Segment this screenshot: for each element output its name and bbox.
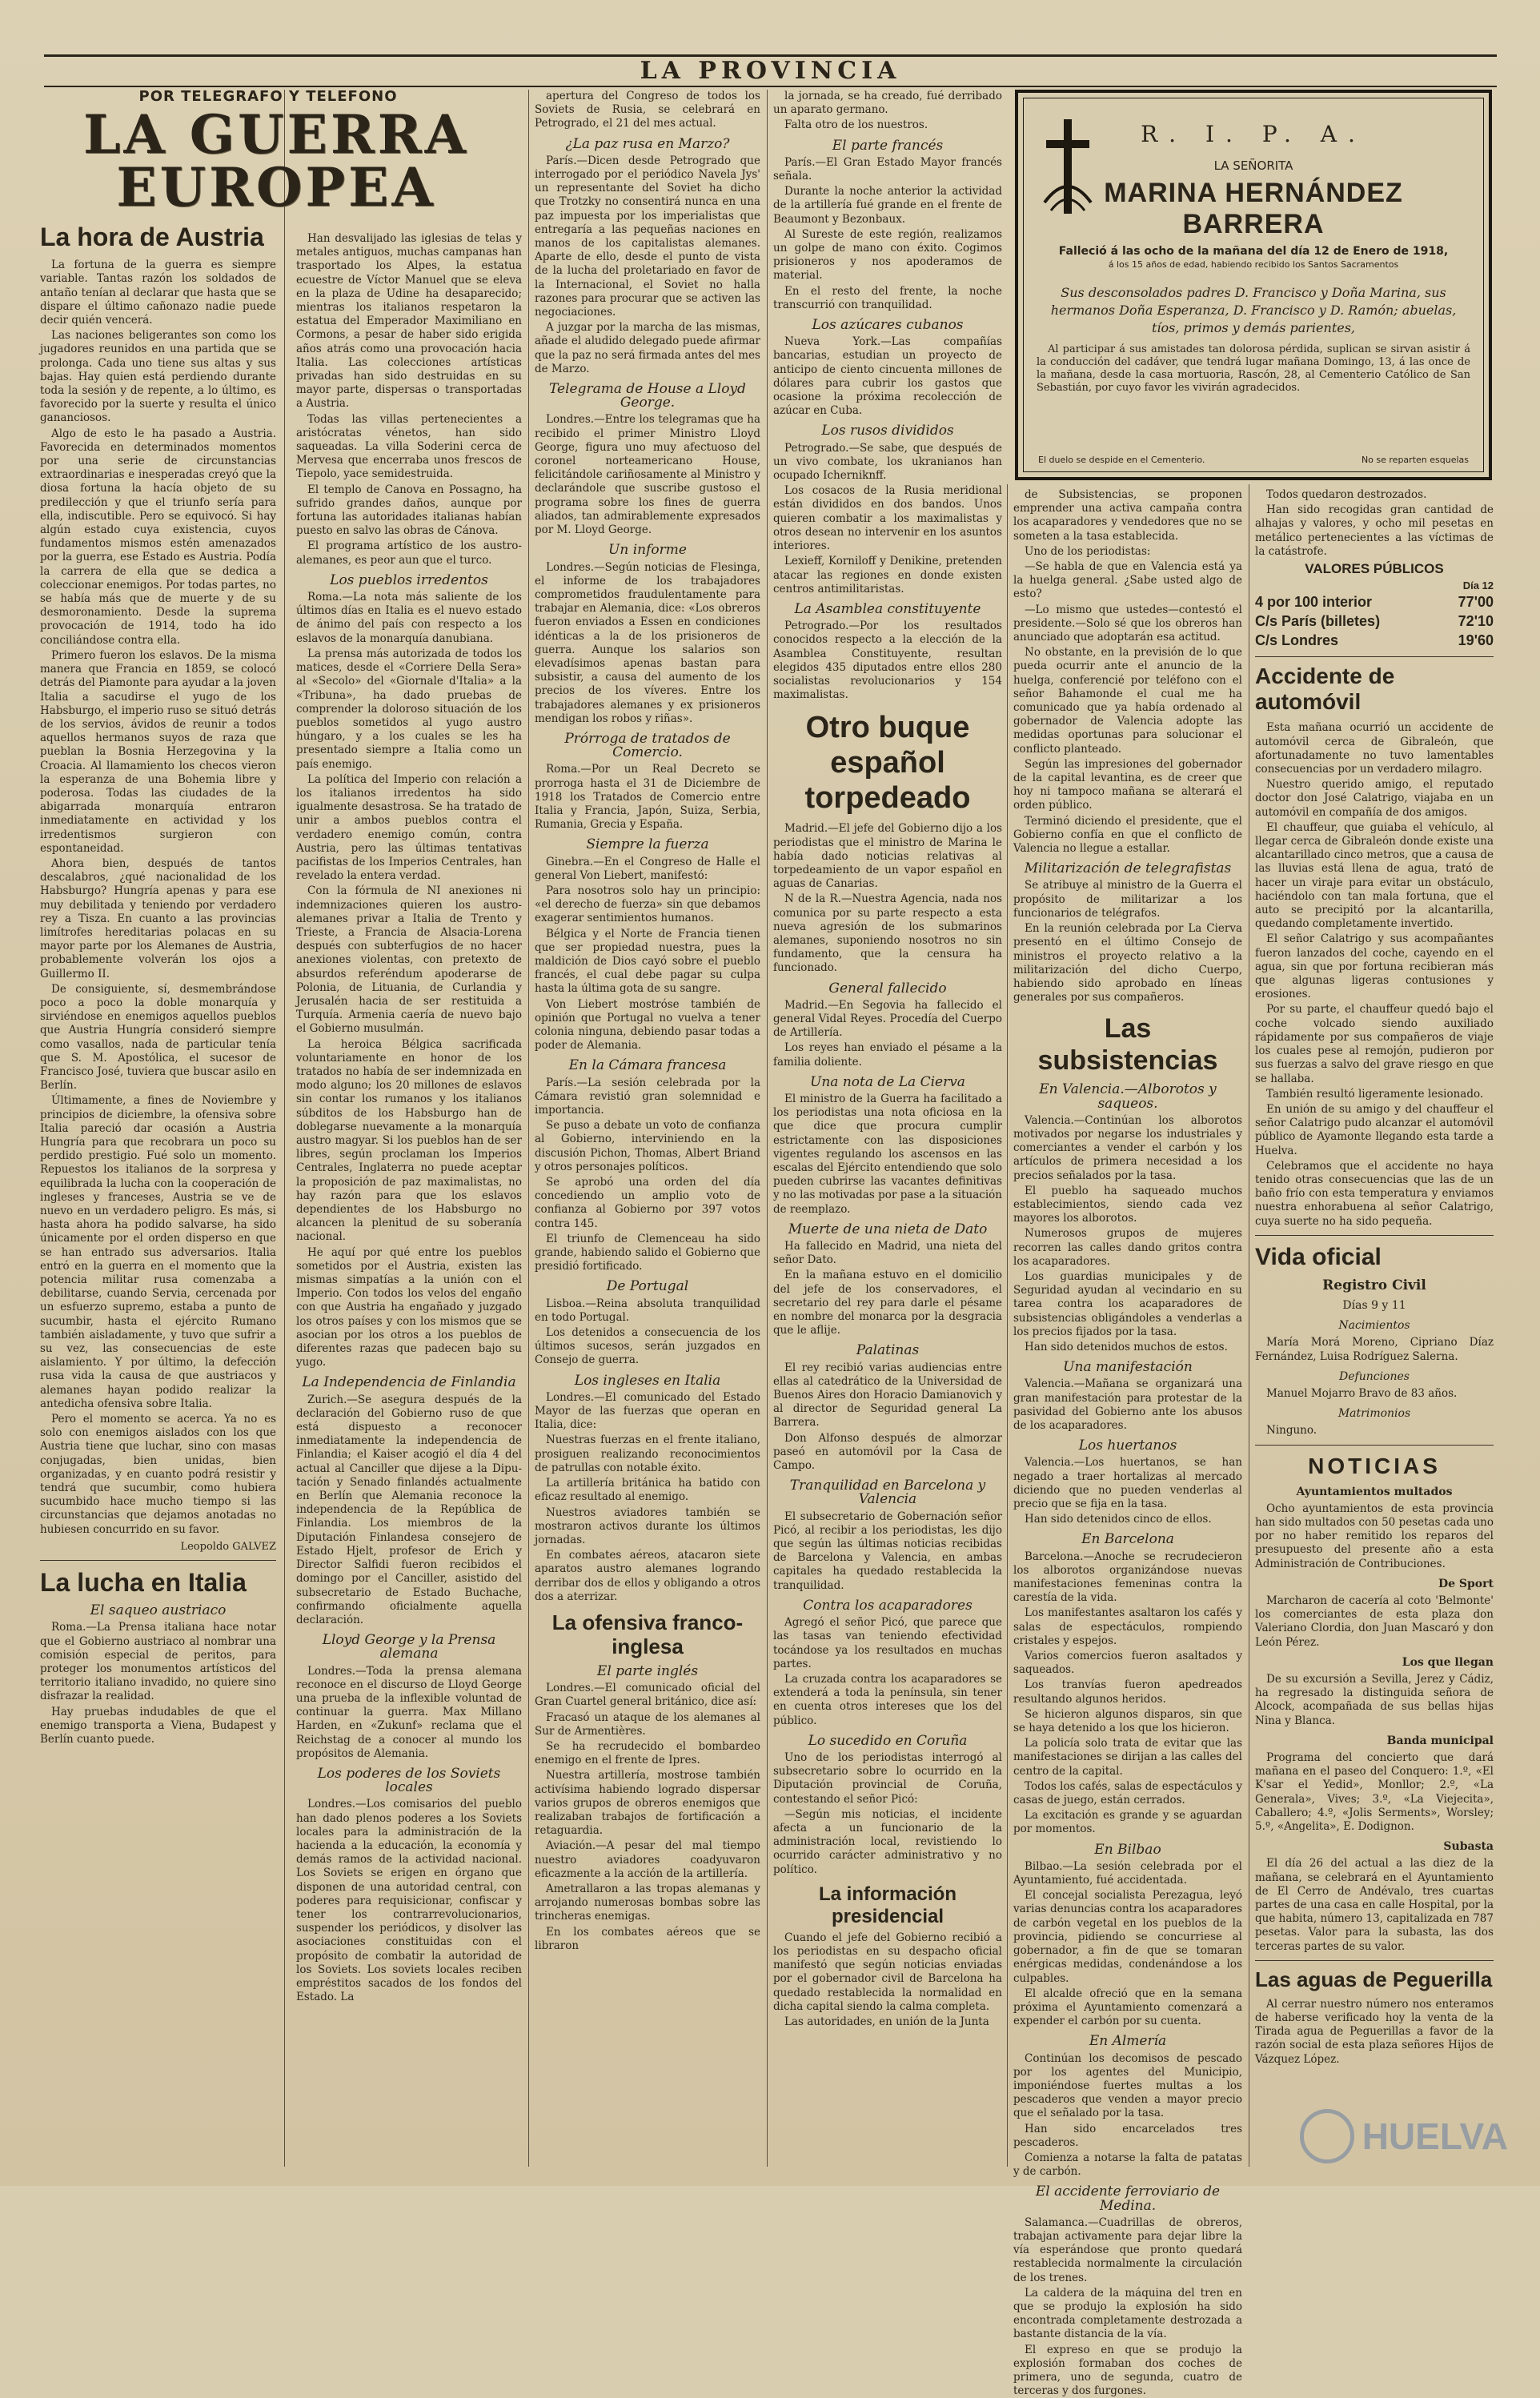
paragraph: Valencia.—Los huertanos, se han negado a traer hortalizas al mercado diciendo que no pueden venderlas al precio que se fija en la tasa. xyxy=(1013,1456,1242,1510)
subheading: Lloyd George y la Prensa alemana xyxy=(322,1632,496,1662)
subheading: Días 9 y 11 xyxy=(1342,1298,1406,1312)
paragraph: Marcharon de cacería al coto 'Belmonte' los comerciantes de esta plaza don Valeriano Clordia, don Juan Mascaró y don León Pérez. xyxy=(1255,1594,1494,1649)
paragraph: Fracasó un ataque de los alemanes al Sur de Armentières. xyxy=(535,1710,760,1738)
subheading: Los huertanos xyxy=(1078,1438,1177,1454)
paragraph: Londres.—El comunicado oficial del Gran Cuartel general británico, dice así: xyxy=(535,1682,760,1709)
paragraph: Ninguno. xyxy=(1266,1424,1317,1438)
paragraph: Programa del concierto que dará mañana en el paseo del Conquero: 1.º, «El K'sar el Yedid», Monllor; 2.º, «La Generala», Vives; 3.º, «La Viejecita», Caballero; 4.º, «Jolis Serments», Worsley; 5.º, «Angelita», E. Dodignon. xyxy=(1255,1751,1494,1834)
paragraph: Han sido detenidos cinco de ellos. xyxy=(1025,1513,1212,1526)
subheading: Militarización de telegrafistas xyxy=(1024,860,1232,877)
paragraph: A juzgar por la marcha de las mismas, añade el aludido delegado puede afirmar que la paz no será firmada antes del mes de Marzo. xyxy=(535,321,760,375)
divider xyxy=(1255,656,1494,657)
paragraph: La artillería británica ha batido con eficaz resultado al enemigo. xyxy=(535,1477,760,1504)
paragraph: Valencia.—Mañana se organizará una gran manifestación para protestar de la pasividad del Gobierno ante los abusos de los acaparadores. xyxy=(1013,1377,1242,1432)
paragraph: El subsecretario de Gobernación señor Picó, al recibir a los periodistas, les dijo que según las últimas noticias recibidas de Barcelona y Valencia, en ambas capitales ha quedado restablecida la tranquilidad. xyxy=(773,1510,1002,1592)
obituary-foot-right: No se reparten esquelas xyxy=(1361,455,1469,465)
paragraph: Los detenidos a consecuencia de los últimos sucesos, serán juzgados en Consejo de guerra. xyxy=(535,1326,760,1367)
article-title: Vida oficial xyxy=(1255,1243,1382,1270)
paragraph: Han sido detenidos muchos de estos. xyxy=(1025,1340,1228,1353)
subheading: El saqueo austriaco xyxy=(90,1602,227,1619)
obituary-body: Al participar á sus amistades tan dolorosa pérdida, suplican se sirvan asistir á la conducción del cadáver, que tendrá lugar mañana Domingo, 13, á las once de la mañana, desde la casa mortuoria, Rascón, 28, al Cementerio Católico de San Sebastián, por cuyo favor les vivirán agradecidos. xyxy=(1037,343,1470,394)
paragraph: Nuestras fuerzas en el frente italiano, prosiguen realizando reconocimientos de patrullas con notable éxito. xyxy=(535,1434,760,1474)
subheading: El parte francés xyxy=(832,137,944,154)
paragraph: Roma.—La nota más saliente de los últimos días en Italia es el nuevo estado de ánimo del país con respecto a los eslavos de la monarquía danubiana. xyxy=(296,591,522,645)
paragraph: Manuel Mojarro Bravo de 83 años. xyxy=(1266,1386,1458,1400)
valores-label: C/s París (billetes) xyxy=(1255,613,1381,630)
valores-label: C/s Londres xyxy=(1255,632,1339,649)
subheading: Matrimonios xyxy=(1337,1407,1411,1421)
subheading: General fallecido xyxy=(828,980,947,996)
article-title: Accidente de automóvil xyxy=(1255,664,1395,715)
paragraph: Nueva York.—Las compañías bancarias, estudian un proyecto de anticipo de ciento cincuenta millones de dólares para cubrir los gastos que ocasione la próxima recolección de azúcar en Cuba. xyxy=(773,335,1002,418)
paragraph: Londres.—Toda la prensa alemana reconoce en el discurso de Lloyd George una prueba de la inflexible voluntad de continuar la guerra. Max Millano Harden, en «Zukunf» reclama que el Reichstag de a conocer al mundo los propósitos de Alemania. xyxy=(296,1664,522,1760)
paragraph: Hay pruebas indudables de que el enemigo transporta a Viena, Budapest y Berlín cuanto puede. xyxy=(40,1705,276,1746)
subheading: Ayuntamientos multados xyxy=(1296,1485,1453,1498)
subheading: Tranquilidad en Barcelona y Valencia xyxy=(789,1478,986,1508)
subheading: La Independencia de Finlandia xyxy=(302,1374,516,1391)
subheading: Una nota de La Cierva xyxy=(810,1073,965,1090)
paragraph: Se aprobó una orden del día concediendo un amplio voto de confianza al Gobierno por 397 votos contra 145. xyxy=(535,1176,760,1230)
paragraph: Londres.—Entre los telegramas que ha recibido el primer Ministro Lloyd George, figura uno muy afectuoso del coronel norteamericano House, felicitándole cariñosamente al Ministro y declarándole que suscribe gustoso el programa sobre los fines de guerra aliados, tan admirablemente expresados por M. Lloyd George. xyxy=(535,413,760,537)
subheading: Muerte de una nieta de Dato xyxy=(788,1221,988,1237)
paragraph: Varios comercios fueron asaltados y saqueados. xyxy=(1013,1650,1242,1677)
paragraph: El expreso en que se produjo la explosión formaban dos coches de primera, uno de segunda, cuatro de terceras y dos furgones. xyxy=(1013,2343,1242,2398)
paragraph: Valencia.—Continúan los alborotos motivados por negarse los industriales y comerciantes a vender el carbón y los artículos de primera necesidad a los precios señalados por la tasa. xyxy=(1013,1113,1242,1182)
paragraph: París.—El Gran Estado Mayor francés señala. xyxy=(773,155,1002,183)
subheading-large: La información presidencial xyxy=(818,1883,957,1927)
paragraph: La heroica Bélgica sacrificada voluntariamente en honor de los tratados no había de ser indemnizada en modo alguno; los 20 millones de eslavos sin contar los rumanos y los italianos súbditos de los Habsburgo han de doblegarse nuevamente a la monarquía austro magyar. Si los pueblos han de ser libres, según proclaman los Imperios Centrales, Inglaterra no puede aceptar la proposición de paz maximalistas, no hay razón para que los eslavos dependientes de los Habsburgo no alcancen la plenitud de su soberanía nacional. xyxy=(296,1037,522,1244)
subheading: Los pueblos irredentos xyxy=(330,571,488,588)
paragraph: Londres.—Según noticias de Flesinga, el informe de los trabajadores comprometidos fraudulentamente para trabajar en Alemania, dice: «Los obreros fueron enviados a Essen en condiciones idénticas a la de los prisioneros de guerra. Aunque los salarios son elevadísimos apenas bastan para subsistir, a causa del aumento de los precios de los víveres. Entre los trabajadores alemanes y ex prisioneros mendigan los robos y riñas». xyxy=(535,560,760,725)
headline xyxy=(40,103,512,219)
subheading: Palatinas xyxy=(856,1342,920,1359)
paragraph: También resultó ligeramente lesionado. xyxy=(1266,1087,1484,1101)
paragraph: apertura del Congreso de todos los Soviets de Rusia, se celebrará en Petrogrado, el 21 del mes actual. xyxy=(535,90,760,130)
subheading: Defunciones xyxy=(1339,1369,1410,1383)
column-6 xyxy=(1255,488,1494,2161)
paragraph: Para nosotros solo hay un principio: «el derecho de fuerza» sin que debamos exagerar sentimientos humanos. xyxy=(535,884,760,925)
paragraph: N de la R.—Nuestra Agencia, nada nos comunica por su parte respecto a esta nueva agresión de los submarinos alemanes, suponiendo nosotros no sin fundamento, que la censura ha funcionado. xyxy=(773,892,1002,975)
seal-icon xyxy=(1300,2109,1354,2163)
paragraph: Por su parte, el chauffeur quedó bajo el coche volcado siendo auxiliado rápidamente por sus compañeros de viaje los cuales pese al remojón, pudieron por sus fuerzas a salvo del grave riesgo en que se hallaba. xyxy=(1255,1003,1494,1085)
subheading: Nacimientos xyxy=(1338,1319,1410,1333)
valores-row xyxy=(1255,612,1494,631)
paragraph: Londres.—Los comisarios del pueblo han dado plenos poderes a los Soviets locales para la administración de la hacienda a la educación, la economía y demás ramos de la actividad nacional. Los Soviets se erigen en órgano que disponen de una autoridad central, con poderes para requisicionar, confiscar y tener los contrarrevolucionarios, suspender los periódicos, y disolver las asociaciones constituidas con el propósito de combatir la autoridad de los Soviets. Los soviets locales reciben empréstitos sacados de los fondos del Estado. La xyxy=(296,1798,522,2004)
paragraph: de Subsistencias, se proponen emprender una activa campaña contra los acaparadores y vendedores que no se someten a la tasa establecida. xyxy=(1013,488,1242,543)
valores-row xyxy=(1255,592,1494,612)
paragraph: Falta otro de los nuestros. xyxy=(784,118,928,132)
paragraph: Se ha recrudecido el bombardeo enemigo en el frente de Ipres. xyxy=(535,1739,760,1767)
obituary-name: MARINA HERNÁNDEZ BARRERA xyxy=(1104,178,1403,239)
paragraph: Se hicieron algunos disparos, sin que se haya detenido a los que los hicieron. xyxy=(1013,1707,1242,1735)
paragraph: El rey recibió varias audiencias entre ellas al catedrático de la Universidad de Buenos Aires don Horacio Damianovich y al director de Seguridad general La Barrera. xyxy=(773,1361,1002,1430)
subheading: Un informe xyxy=(608,542,687,559)
paragraph: Von Liebert mostróse también de opinión que Portugal no vuelva a tener colonia ninguna, debiendo pasar todas a poder de Alemania. xyxy=(535,997,760,1053)
paragraph: Los cosacos de la Rusia meridional están divididos en dos bandos. Unos quieren combatir a los maximalistas y otros desean no intervenir en los asuntos interiores. xyxy=(773,484,1002,553)
paragraph: Durante la noche anterior la actividad de la artillería fué grande en el frente de Beaumont y Bezonbaux. xyxy=(773,185,1002,226)
paragraph: Han desvalijado las iglesias de telas y metales antiguos, muchas campanas han trasportado los Alpes, la estatua ecuestre de Víctor Manuel que se eleva en la plaza de Udine ha desaparecido; mientras los italianos respetaron la estatua del Emperador Maximiliano en Cormons, a pesar de haber sido erigida años atrás como una provocación hacia Italia. Las colecciones artísticas privadas han sido destruidas en su mayor parte, dispersas o transportadas a Austria. xyxy=(296,232,522,411)
paragraph: María Morá Moreno, Cipriano Díaz Fernández, Luisa Rodríguez Salerna. xyxy=(1255,1336,1494,1363)
paragraph: En la reunión celebrada por La Cierva presentó en el último Consejo de ministros el proyecto relativo a la militarización del dicho Cuerpo, habiendo sido aprobado en líneas generales por sus compañeros. xyxy=(1013,922,1242,1005)
paragraph: Según las impresiones del gobernador de la capital levantina, es de creer que hoy ni tampoco mañana se alterará el orden público. xyxy=(1013,757,1242,812)
subheading: Los rusos divididos xyxy=(821,423,954,439)
obituary-date: Falleció á las ocho de la mañana del día 12 de Enero de 1918, xyxy=(1058,245,1449,258)
paragraph: No obstante, en la previsión de lo que pueda ocurrir ante el anuncio de la huelga, conferencié por teléfono con el señor Bahamonde el cual me ha comunicado que ya había ordenado al gobernador de Valencia adopte las medidas oportunas para solucionar el conflicto planteado. xyxy=(1013,646,1242,756)
valores-title: VALORES PÚBLICOS xyxy=(1305,561,1444,577)
paragraph: En unión de su amigo y del chauffeur el señor Calatrigo pudo alcanzar el automóvil público de Ayamonte llegando esta tarde a Huelva. xyxy=(1255,1102,1494,1157)
paragraph: París.—La sesión celebrada por la Cámara revistió gran solemnidad e importancia. xyxy=(535,1076,760,1117)
headline-line-1: LA GUERRA xyxy=(83,103,469,166)
paragraph: La policía solo trata de evitar que las manifestaciones se dirijan a las calles del centro de la capital. xyxy=(1013,1737,1242,1778)
author-signature: Leopoldo GALVEZ xyxy=(180,1540,276,1553)
masthead xyxy=(44,54,1497,87)
paragraph: La prensa más autorizada de todos los matices, desde el «Corriere Della Sera» al «Secolo» del «Giornale d'Italia» a la «Tribuna», ha dado pruebas de comprender la doloroso situación de los pueblos sometidos al yugo austro húngaro, y a los cuales se les ha presentado siempre a Italia como un país enemigo. xyxy=(296,647,522,771)
archive-watermark xyxy=(1300,2109,1508,2163)
paragraph: Últimamente, a fines de Noviembre y principios de diciembre, la ofensiva sobre Italia pareció dar ocasión a Austria Hungría para que recobrara un poco su perdido prestigio. Fué solo un momento. Repuestos los italianos de la sorpresa y equilibrada la lucha con la cooperación de ingleses y franceses, Austria se ve de nuevo en un verdadero peligro. Es más, si hasta ahora ha podido salvarse, ha sido únicamente por el orden disperso en que se han entrado sus adversarios. Italia entró en la guerra en el momento que la potencia militar rusa comenzaba a debilitarse, cuando Servia, cercenada por un esfuerzo supremo, estaba a punto de sucumbir, hasta el ejército Rumano también aisladamente, y tuvo que sufrir a su vez, las consecuencias de este aislamiento. Y por último, la defección rusa vida la causa de que austriacos y alemanes hayan podido realizar la antedicha ofensiva sobre Italia. xyxy=(40,1094,276,1410)
paragraph: Han sido encarcelados tres pescaderos. xyxy=(1013,2122,1242,2149)
paragraph: Petrogrado.—Se sabe, que después de un vivo combate, los ukranianos han ocupado Icherniknff. xyxy=(773,441,1002,483)
article-title: Las aguas de Peguerilla xyxy=(1255,1967,1493,1991)
paragraph: Don Alfonso después de almorzar paseó en automóvil por la Casa de Campo. xyxy=(773,1431,1002,1473)
paragraph: El templo de Canova en Possagno, ha sufrido grandes daños, aunque por fortuna las autoridades italianas habían puesto en salvo las obras de Cánova. xyxy=(296,483,522,538)
section-label: POR TELEGRAFO Y TELEFONO xyxy=(138,88,398,105)
paragraph: Bilbao.—La sesión celebrada por el Ayuntamiento, fué accidentada. xyxy=(1013,1859,1242,1887)
paragraph: En la mañana estuvo en el domicilio del jefe de los conservadores, el secretario del rey para darle el pésame en nombre del monarca por la desgracia que le aflije. xyxy=(773,1269,1002,1337)
paragraph: La política del Imperio con relación a los italianos irredentos ha sido igualmente desastrosa. Se ha tratado de unir a ambos pueblos contra el verdadero enemigo común, contra Austria, pero las últimas tentativas pacifistas de los Imperios Centrales, han revelado la entera verdad. xyxy=(296,772,522,883)
paragraph: Con la fórmula de NI anexiones ni indemnizaciones quieren los austro-alemanes privar a Italia de Trento y Trieste, a Francia de Alsacia-Lorena después con subterfugios de no hacer anexiones violentas, con pretexto de absurdos referéndum apoderarse de Polonia, de Lituania, de Curlandia y Jerusalén hacia de ser restituida a Turquía. Armenia caería de nuevo bajo el Gobierno musulmán. xyxy=(296,884,522,1036)
paragraph: Ocho ayuntamientos de esta provincia han sido multados con 50 pesetas cada uno por no haber remitido los reparos del presupuesto del presente año a esta Administración de Contribuciones. xyxy=(1255,1502,1494,1570)
subheading: De Portugal xyxy=(606,1278,689,1295)
column-2 xyxy=(296,232,522,2161)
paragraph: Nuestra artillería, mostrose también activísima habiendo logrado dispersar varios grupos de obreros enemigos que realizaban trabajos de fortificación a retaguardia. xyxy=(535,1769,760,1838)
paragraph: —Según mis noticias, el incidente afecta a un funcionario de la administración local, revistiendo lo ocurrido carácter administrativo y no político. xyxy=(773,1807,1002,1876)
subheading-large: La ofensiva franco-inglesa xyxy=(551,1610,744,1658)
paragraph: Roma.—Por un Real Decreto se prorroga hasta el 31 de Diciembre de 1918 los Tratados de Comercio entre Italia y Francia, Japón, Suiza, Serbia, Rumania, Grecia y España. xyxy=(535,763,760,832)
paragraph: Lisboa.—Reina absoluta tranquilidad en todo Portugal. xyxy=(535,1297,760,1324)
paragraph: Ginebra.—En el Congreso de Halle el general Von Liebert, manifestó: xyxy=(535,855,760,882)
paragraph: Nuestros aviadores también se mostraron activos durante los últimos jornadas. xyxy=(535,1506,760,1546)
paragraph: Continúan los decomisos de pescado por los agentes del Municipio, imponiéndose fuertes multas a los pescaderos que venden a mayor precio que el señalado por la tasa. xyxy=(1013,2051,1242,2120)
column-rule xyxy=(767,90,768,2167)
paragraph: Todas las villas pertenecientes a aristócratas vénetos, han sido saqueadas. La villa Soderini cerca de Mervesa que encerraba unos frescos de Tiepolo, yace semidestruida. xyxy=(296,412,522,481)
paragraph: Nuestro querido amigo, el reputado doctor don José Calatrigo, viajaba en un automóvil en compañía de dos amigos. xyxy=(1255,778,1494,819)
subheading: Una manifestación xyxy=(1063,1359,1193,1376)
watermark-text: HUELVA xyxy=(1362,2115,1508,2157)
paragraph: Todos quedaron destrozados. xyxy=(1266,488,1427,501)
paragraph: El chauffeur, que guiaba el vehículo, al llegar cerca de Gibraleón donde existe una alcantarillado cinco metros, que a causa de las lluvias está llena de agua, trató de hacer un viraje para evitar un obstáculo, haciéndolo con tan mala fortuna, que el auto se precipitó por la alcantarilla, quedando completamente invertido. xyxy=(1255,820,1494,931)
paragraph: Agregó el señor Picó, que parece que las tasas van teniendo efectividad tocándose ya los resultados en muchas partes. xyxy=(773,1616,1002,1670)
paragraph: Los manifestantes asaltaron los cafés y salas de espectáculos, rompiendo cristales y espejos. xyxy=(1013,1606,1242,1647)
paragraph: Celebramos que el accidente no haya tenido otras consecuencias que las de un baño frío con esta temperatura y enviamos nuestra enhorabuena al señor Calatrigo, cuya suerte no ha sido pequeña. xyxy=(1255,1159,1494,1228)
paragraph: Ha fallecido en Madrid, una nieta del señor Dato. xyxy=(773,1240,1002,1267)
divider xyxy=(1255,1235,1494,1236)
valores-label: 4 por 100 interior xyxy=(1255,594,1373,611)
subheading: Los azúcares cubanos xyxy=(812,317,964,334)
paragraph: Se puso a debate un voto de confianza al Gobierno, interviniendo en la discusión Pichon, Thomas, Albert Briand y otros personajes políticos. xyxy=(535,1119,760,1173)
paragraph: Ahora bien, después de tantos descalabros, ¿qué nacionalidad de los Habsburgo? Hungría apenas y para ese muy debilitada y teniendo por verdadero rey a Tisza. En cuanto a las provincias limítrofes hereditarias polacas en su mayor parte por los Alemanes de Austria, probablemente volverán los ojos a Guillermo II. xyxy=(40,856,276,980)
paragraph: Algo de esto le ha pasado a Austria. Favorecida en determinados momentos por una serie de circunstancias extraordinarias e inesperadas creyó que la diosa fortuna la hacía objeto de su predilección y que el triunfo sería para ella, indiscutible. Pero se equivocó. Si hay algún estado cuya existencia, cuyos fundamentos mismos estén amenazados por la guerra, ese Estado es Austria. Podía la carrera de ella que se dedica a coleccionar enemigos. Por todas partes, no se había más que de muerte y de su desmoronamiento. Desde la suprema provocación de 1914, todo ha ido conciliándose contra ella. xyxy=(40,427,276,647)
obituary-age: á los 15 años de edad, habiendo recibido los Santos Sacramentos xyxy=(1108,259,1399,270)
article-title: La hora de Austria xyxy=(40,223,264,252)
obituary-notice xyxy=(1015,90,1492,480)
paragraph: Madrid.—El jefe del Gobierno dijo a los periodistas que el ministro de Marina le había dado noticias relativas al torpedeamiento de un vapor español en aguas de Canarias. xyxy=(773,822,1002,891)
paragraph: Bélgica y el Norte de Francia tienen que ser propiedad nuestra, pues la maldición de Dios cayó sobre el pueblo francés, el cual debe pagar su culpa hasta la última gota de su sangre. xyxy=(535,927,760,996)
subheading: Subasta xyxy=(1443,1840,1494,1854)
subheading: Siempre la fuerza xyxy=(586,836,709,853)
subheading: Los que llegan xyxy=(1402,1655,1494,1669)
paragraph: Numerosos grupos de mujeres recorren las calles dando gritos contra los acaparadores. xyxy=(1013,1227,1242,1268)
paragraph: —Lo mismo que ustedes—contestó el presidente.—Solo sé que los obreros han anunciado que adoptarán esa actitud. xyxy=(1013,603,1242,644)
paragraph: De su excursión a Sevilla, Jerez y Cádiz, ha regresado la distinguida señora de Alcock, acompañada de sus bellas hijas Nina y Blanca. xyxy=(1255,1673,1494,1727)
divider xyxy=(1255,1960,1494,1961)
article-title: La lucha en Italia xyxy=(40,1568,247,1598)
paragraph: La caldera de la máquina del tren en que se produjo la explosión ha sido encontrada completamente destrozada a bastante distancia de la vía. xyxy=(1013,2286,1242,2341)
paragraph: París.—Dicen desde Petrogrado que interrogado por el periódico Navela Jys' un representante del Soviet ha dicho que Trotzky no consentirá nunca en una paz impuesta por los imperialistas que entregaría a las pequeñas naciones en manos de los capitalistas alemanes. Aparte de ello, desde el punto de vista de la lucha del proletariado en favor de la Internacional, el Soviet no halla razones para procurar que se activen las negociaciones. xyxy=(535,154,760,319)
paragraph: El pueblo ha saqueado muchos establecimientos, siendo cada vez mayores los alborotos. xyxy=(1013,1184,1242,1225)
paragraph: Las naciones beligerantes son como los jugadores reunidos en una partida que se prolonga. Cada uno tiene sus altas y sus bajas. Hay quien está perdiendo durante toda la sesión y de repente, a lo último, es favorecido por la suerte y resulta el único gananciosos. xyxy=(40,329,276,425)
paragraph: Madrid.—En Segovia ha fallecido el general Vidal Reyes. Procedía del Cuerpo de Artillería. xyxy=(773,998,1002,1040)
paragraph: Zurich.—Se asegura después de la declaración del Gobierno ruso de que está dispuesto a reconocer inmediatamente la independencia de Finlandia; el Kaiser acogió el día 4 del actual al Canciller que dijese a la Diputación y Senado finlandés actualmente en Berlín que Alemania reconoce la independencia de la República de Finlandia. Los miembros de la Diputación Finlandesa consejero de Estado Hjelt, profesor de Erich y Director Salfidi fueron recibidos el domingo por el Canciller, asistido del subsecretario de Estado Buchache, confirmando oficialmente aquella declaración. xyxy=(296,1393,522,1626)
masthead-title: LA PROVINCIA xyxy=(640,57,901,85)
headline-torpedeado: Otro buque español torpedeado xyxy=(804,711,971,816)
cross-icon xyxy=(1040,114,1096,219)
valores-row xyxy=(1255,631,1494,650)
headline-line-2: EUROPEA xyxy=(116,156,436,219)
paragraph: La cruzada contra los acaparadores se extenderá a toda la península, sin tener en cuenta otros intereses que los del público. xyxy=(773,1672,1002,1727)
paragraph: Las autoridades, en unión de la Junta xyxy=(784,2015,989,2028)
subheading: En Valencia.—Alborotos y saqueos. xyxy=(1039,1081,1217,1112)
paragraph: Salamanca.—Cuadrillas de obreros, trabajan activamente para dejar libre la vía esperándose que pronto quedará restablecida normalmente la circulación de los trenes. xyxy=(1013,2216,1242,2284)
paragraph: Petrogrado.—Por los resultados conocidos respecto a la elección de la Asamblea Constituyente, resultan elegidos 435 diputados entre ellos 280 socialistas revolucionarios y 154 maximalistas. xyxy=(773,620,1002,702)
obituary-foot-left: El duelo se despide en el Cementerio. xyxy=(1038,455,1205,465)
subheading: El accidente ferroviario de Medina. xyxy=(1035,2183,1221,2214)
subheading: Lo sucedido en Coruña xyxy=(808,1732,968,1749)
article-body xyxy=(40,259,276,1537)
obituary-frame xyxy=(1023,98,1484,472)
subheading: La Asamblea constituyente xyxy=(794,600,981,617)
valores-value: 72'10 xyxy=(1458,613,1494,630)
paragraph: Uno de los periodistas interrogó al subsecretario sobre lo ocurrido en la Diputación provincial de Coruña, contestando el señor Picó: xyxy=(773,1750,1002,1806)
paragraph: Los reyes han enviado el pésame a la familia doliente. xyxy=(773,1041,1002,1069)
subheading: Prórroga de tratados de Comercio. xyxy=(564,730,731,761)
paragraph: Han sido recogidas gran cantidad de alhajas y valores, y ocho mil pesetas en metálico pertenecientes a las víctimas de la catástrofe. xyxy=(1255,503,1494,558)
paragraph: Al Sureste de este región, realizamos un golpe de mano con éxito. Cogimos prisioneros y nos apoderamos de material. xyxy=(773,227,1002,283)
paragraph: Londres.—El comunicado del Estado Mayor de las fuerzas que operan en Italia, dice: xyxy=(535,1390,760,1432)
obituary-family: Sus desconsolados padres D. Francisco y Doña Marina, sus hermanos Doña Esperanza, D. Francisco y D. Ramón; abuelas, tíos, primos y demás parientes, xyxy=(1050,285,1457,335)
paragraph: Esta mañana ocurrió un accidente de automóvil cerca de Gibraleón, que afortunadamente no tuvo lamentables consecuencias por un verdadero milagro. xyxy=(1255,721,1494,776)
subheading: En Almería xyxy=(1089,2033,1167,2050)
valores-publicos xyxy=(1255,562,1494,650)
paragraph: El triunfo de Clemenceau ha sido grande, habiendo salido el Gobierno que presidió fortificado. xyxy=(535,1232,760,1273)
paragraph: Al cerrar nuestro número nos enteramos de haberse verificado hoy la venta de la Tirada agua de Peguerillas a favor de la razón social de esta plaza señores Hijos de Vázquez López. xyxy=(1255,1997,1494,2066)
headline-subsistencias: Las subsistencias xyxy=(1037,1013,1218,1077)
divider xyxy=(1255,1445,1494,1446)
obituary-footer xyxy=(1038,455,1469,465)
subheading: Los ingleses en Italia xyxy=(574,1372,721,1389)
paragraph: Los tranvías fueron apedreados resultando algunos heridos. xyxy=(1013,1678,1242,1706)
valores-value: 19'60 xyxy=(1458,632,1494,649)
subheading: En la Cámara francesa xyxy=(568,1057,727,1074)
column-rule xyxy=(528,90,529,2167)
column-4 xyxy=(773,90,1002,2163)
paragraph: Terminó diciendo el presidente, que el Gobierno confía en que el conflicto de Valencia no llegue a estallar. xyxy=(1013,814,1242,856)
paragraph: Se atribuye al ministro de la Guerra el propósito de militarizar a los funcionarios de telégrafos. xyxy=(1013,879,1242,920)
valores-value: 77'00 xyxy=(1458,594,1494,611)
paragraph: El programa artístico de los austro-alemanes, es peor aun que el turco. xyxy=(296,539,522,567)
section-noticias: NOTICIAS xyxy=(1308,1453,1441,1478)
subheading: De Sport xyxy=(1438,1577,1494,1590)
subheading: Registro Civil xyxy=(1322,1277,1426,1293)
paragraph: Pero el momento se acerca. Ya no es solo con enemigos aislados con los que Austria tiene que luchar, sino con masas conjugadas, bien unidas, bien organizadas, y en cuanto podrá resistir y tendrá que sucumbir, como hubiera sucumbido hace mucho tiempo si las circunstancias que dejamos anotadas no hubiesen concurrido en su favor. xyxy=(40,1413,276,1536)
paragraph: El ministro de la Guerra ha facilitado a los periodistas una nota oficiosa en la que dice que procura cumplir estrictamente con las disposiciones vigentes regulando los ascensos en las escalas del Ejército entendiendo que solo pueden cubrirse las vacantes definitivas y no las motivadas por pase a la situación de reemplazo. xyxy=(773,1092,1002,1216)
column-3 xyxy=(535,90,760,2163)
paragraph: la jornada, se ha creado, fué derribado un aparato germano. xyxy=(773,90,1002,117)
divider xyxy=(40,1560,276,1561)
paragraph: Aviación.—A pesar del mal tiempo nuestro aviadores coadyuvaron eficazmente a la acción de la artillería. xyxy=(535,1839,760,1880)
paragraph: El alcalde ofreció que en la semana próxima el Ayuntamiento comenzará a expender el carbón por su cuenta. xyxy=(1013,1987,1242,2028)
paragraph: Comienza a notarse la falta de patatas y de carbón. xyxy=(1013,2151,1242,2179)
paragraph: El concejal socialista Perezagua, leyó varias denuncias contra los acaparadores de carbón vegetal en los pueblos de la provincia, pidiendo se concurriese al gobernador, a fin de que se tomaran enérgicas medidas, condenándose a los culpables. xyxy=(1013,1889,1242,1985)
subheading: El parte inglés xyxy=(596,1662,699,1679)
valores-date: Día 12 xyxy=(1462,579,1494,592)
paragraph: Roma.—La Prensa italiana hace notar que el Gobierno austriaco al nombrar una comisión especial de peritos, para proteger los monumentos artísticos del territorio italiano invadido, no quiere sino disfrazar la realidad. xyxy=(40,1621,276,1703)
paragraph: Uno de los periodistas: xyxy=(1025,544,1151,558)
paragraph: En el resto del frente, la noche transcurrió con tranquilidad. xyxy=(773,284,1002,311)
subheading: Banda municipal xyxy=(1386,1734,1494,1747)
paragraph: Ametrallaron a las tropas alemanas y arrojando numerosas bombas sobre las trincheras enemigas. xyxy=(535,1882,760,1923)
paragraph: Lexieff, Korniloff y Denikine, pretenden atacar las regiones en donde existen centros antimilitaristas. xyxy=(773,555,1002,595)
obituary-ripa: R. I. P. A. xyxy=(1141,121,1366,147)
subheading: ¿La paz rusa en Marzo? xyxy=(565,135,730,152)
paragraph: He aquí por qué entre los pueblos sometidos por el Austria, existen las mismas simpatías a la unión con el Imperio. Con todos los velos del engaño con que Austria ha engañado y juzgado los otros países y con los mismos que se asocian por los otros a los pueblos de diferentes razas que padecen bajo su yugo. xyxy=(296,1245,522,1369)
paragraph: El día 26 del actual a las diez de la mañana, se celebrará en el Ayuntamiento de El Cerro de Andévalo, tres cuartas partes de una casa en calle Hospital, por la que habita, número 13, capitalizada en 787 pesetas. Valor para la subasta, las dos terceras partes de su valor. xyxy=(1255,1857,1494,1953)
column-rule xyxy=(284,90,285,2167)
subheading: Contra los acaparadores xyxy=(803,1597,973,1614)
paragraph: La excitación es grande y se aguardan por momentos. xyxy=(1013,1809,1242,1836)
paragraph: Primero fueron los eslavos. De la misma manera que Francia en 1859, se colocó detrás del Piamonte para ayudar a la joven Italia a sacudirse el yugo de los Habsburgo, el imperio ruso se situó detrás de los servios, ávidos de reunir a todos aquellos hermanos suyos de raza que pueblan la Bosnia Herzegovina y la Croacia. Al llamamiento los checos vieron la esperanza de una Bohemia libre y poderosa. Todas las ciudades de la abigarrada monarquía entraron inmediatamente en actividad y los irredentismos surgieron con espontaneidad. xyxy=(40,648,276,855)
subheading: En Bilbao xyxy=(1094,1841,1161,1858)
column-5 xyxy=(1013,488,1242,2398)
paragraph: En los combates aéreos que se libraron xyxy=(535,1925,760,1952)
paragraph: Barcelona.—Anoche se recrudecieron los alborotos organizándose nuevas manifestaciones femeninas contra la carestía de la vida. xyxy=(1013,1550,1242,1605)
subheading: En Barcelona xyxy=(1081,1531,1174,1548)
paragraph: Cuando el jefe del Gobierno recibió a los periodistas en su despacho oficial manifestó que según noticias enviadas por el gobernador civil de Barcelona ha quedado restablecida la normalidad en dicha capital siendo la calma completa. xyxy=(773,1931,1002,2013)
subheading: Telegrama de House a Lloyd George. xyxy=(549,381,746,411)
paragraph: —Se habla de que en Valencia está ya la huelga general. ¿Sabe usted algo de esto? xyxy=(1013,560,1242,601)
paragraph: El señor Calatrigo y sus acompañantes fueron lanzados del coche, cayendo en el agua, sin que por fortuna recibieran más que algunas ligeras contusiones y erosiones. xyxy=(1255,932,1494,1001)
paragraph: La fortuna de la guerra es siempre variable. Tantas razón los soldados de antaño tenían al declarar que hasta que se dispare el último cañonazo nadie puede decir quién vencerá. xyxy=(40,259,276,327)
paragraph: De consiguiente, sí, desmembrándose poco a poco la doble monarquía y sirviéndose en enemigos aquellos pueblos que Austria Hungría consideró siempre como vasallos, nada de particular tenía que S. M. Apostólica, el sucesor de Francisco José, tuviera que buscar asilo en Berlín. xyxy=(40,982,276,1093)
column-rule xyxy=(1007,484,1008,2167)
paragraph: Los guardias municipales y de Seguridad ayudan al vecindario en su tarea contra los acaparadores de subsistencias obligándoles a venderlas a los precios fijados por la tasa. xyxy=(1013,1269,1242,1338)
paragraph: Todos los cafés, salas de espectáculos y casas de juego, están cerrados. xyxy=(1013,1779,1242,1807)
obituary-subtitle: LA SEÑORITA xyxy=(1213,158,1293,173)
subheading: Los poderes de los Soviets locales xyxy=(317,1765,501,1796)
paragraph: En combates aéreos, atacaron siete aparatos austro alemanes logrando derribar dos de ellos y obligando a otros dos a aterrizar. xyxy=(535,1549,760,1603)
